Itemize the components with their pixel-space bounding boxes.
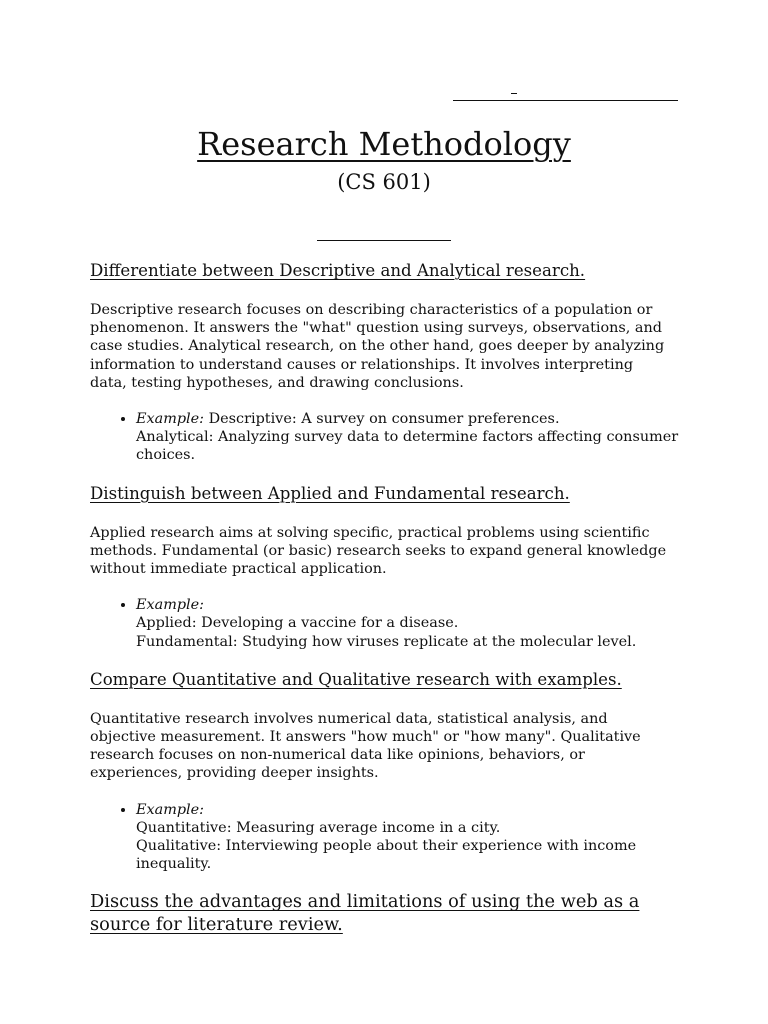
document-body <box>90 258 690 936</box>
example-item <box>136 410 690 465</box>
header-dash <box>511 93 517 94</box>
title-separator <box>317 240 451 241</box>
example-text: Quantitative: Measuring average income in a city. Qualitative: Interviewing people about their experience with income inequality. <box>136 819 637 873</box>
example-text: Applied: Developing a vaccine for a disease. Fundamental: Studying how viruses replicate at the molecular level. <box>136 615 637 650</box>
example-list-quantitative-qualitative <box>90 801 690 874</box>
section-body-descriptive-analytical: Descriptive research focuses on describing characteristics of a population or phenomenon. It answers the "what" question using surveys, observations, and case studies. Analytical research, on the other hand, goes deeper by analyzing information to understand causes or relationships. It involves interpreting data, testing hypotheses, and drawing conclusions. <box>90 302 665 391</box>
section-heading-applied-fundamental: Distinguish between Applied and Fundamental research. <box>90 483 570 503</box>
section-heading-web-literature-review: Discuss the advantages and limitations of using the web as a source for literature review. <box>90 891 640 935</box>
example-label: Example: <box>136 411 205 428</box>
example-list-applied-fundamental <box>90 596 690 651</box>
example-item <box>136 596 690 651</box>
course-code: (CS 601) <box>337 170 431 194</box>
example-item <box>136 801 690 874</box>
section-heading-descriptive-analytical: Differentiate between Descriptive and Analytical research. <box>90 261 586 280</box>
section-body-quantitative-qualitative: Quantitative research involves numerical data, statistical analysis, and objective measurement. It answers "how much" or "how many". Qualitative research focuses on non-numerical data like opinions, behaviors, or experiences, providing deeper insights. <box>90 710 641 782</box>
example-text: Descriptive: A survey on consumer preferences. Analytical: Analyzing survey data to determine factors affecting consumer choices. <box>136 411 679 464</box>
section-heading-quantitative-qualitative: Compare Quantitative and Qualitative research with examples. <box>90 669 622 689</box>
page-title: Research Methodology <box>197 125 571 163</box>
header-rule <box>453 100 678 101</box>
example-label: Example: <box>136 801 205 818</box>
example-list-descriptive-analytical <box>90 410 690 465</box>
section-body-applied-fundamental: Applied research aims at solving specific, practical problems using scientific methods. Fundamental (or basic) research seeks to expand general knowledge without immediate practical application. <box>90 524 667 578</box>
example-label: Example: <box>136 597 205 614</box>
